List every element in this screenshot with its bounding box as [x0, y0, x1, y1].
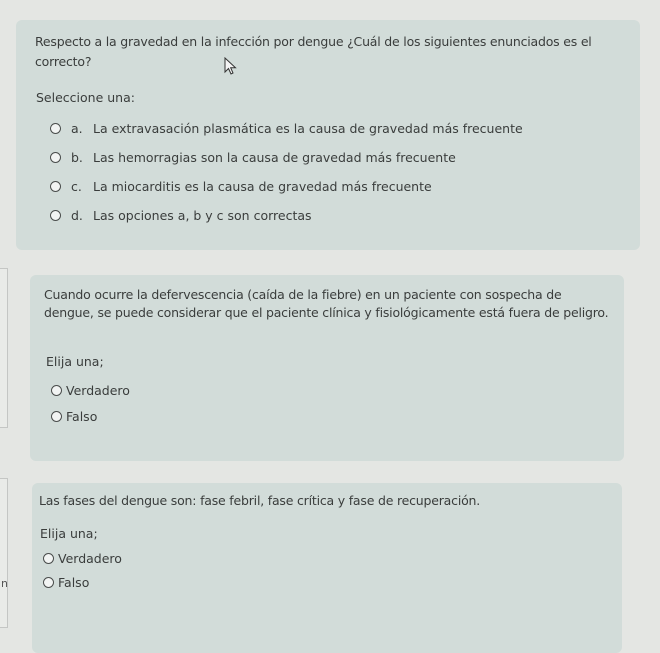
option-a[interactable] — [50, 121, 523, 136]
mouse-cursor-icon — [224, 57, 238, 77]
radio-icon[interactable] — [51, 385, 62, 396]
option-label: Las opciones a, b y c son correctas — [93, 208, 312, 223]
option-letter: a. — [71, 121, 83, 136]
question-prompt: Elija una; — [40, 526, 98, 541]
option-falso[interactable] — [51, 409, 97, 424]
question-card-1 — [16, 20, 640, 250]
option-falso[interactable] — [43, 575, 89, 590]
radio-icon[interactable] — [50, 123, 61, 134]
radio-icon[interactable] — [50, 210, 61, 221]
radio-icon[interactable] — [43, 577, 54, 588]
radio-icon[interactable] — [50, 152, 61, 163]
radio-icon[interactable] — [50, 181, 61, 192]
side-panel-edge — [0, 268, 8, 428]
question-text: Respecto a la gravedad en la infección por dengue ¿Cuál de los siguientes enunciados es el correcto? — [35, 34, 592, 69]
radio-icon[interactable] — [43, 553, 54, 564]
option-label: Verdadero — [58, 551, 122, 566]
question-prompt: Seleccione una: — [36, 90, 135, 105]
radio-icon[interactable] — [51, 411, 62, 422]
option-letter: b. — [71, 150, 83, 165]
option-label: La miocarditis es la causa de gravedad más frecuente — [93, 179, 432, 194]
question-text: Las fases del dengue son: fase febril, fase crítica y fase de recuperación. — [39, 493, 481, 508]
option-verdadero[interactable] — [51, 383, 130, 398]
option-label: La extravasación plasmática es la causa de gravedad más frecuente — [93, 121, 523, 136]
option-letter: c. — [71, 179, 82, 194]
option-label: Las hemorragias son la causa de gravedad más frecuente — [93, 150, 456, 165]
option-label: Verdadero — [66, 383, 130, 398]
side-panel-edge — [0, 478, 8, 628]
option-label: Falso — [66, 409, 98, 424]
option-c[interactable] — [50, 179, 432, 194]
option-d[interactable] — [50, 208, 312, 223]
question-card-2 — [30, 275, 624, 461]
option-verdadero[interactable] — [43, 551, 122, 566]
option-b[interactable] — [50, 150, 456, 165]
question-text: Cuando ocurre la defervescencia (caída de la fiebre) en un paciente con sospecha de dengue, se puede considerar que el paciente clínica y fisiológicamente está fuera de peligro. — [44, 287, 609, 320]
question-prompt: Elija una; — [46, 354, 104, 369]
option-letter: d. — [71, 208, 83, 223]
question-card-3 — [32, 483, 622, 653]
truncated-text: n — [1, 577, 8, 590]
option-label: Falso — [58, 575, 90, 590]
